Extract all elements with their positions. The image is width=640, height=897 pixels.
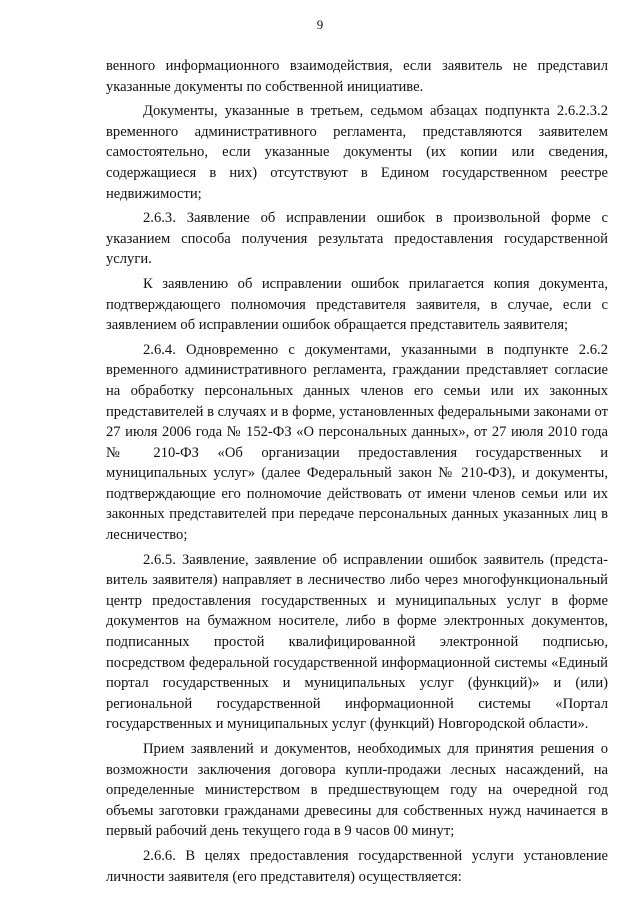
page-number: 9 [316, 17, 324, 32]
paragraph-2-6-4: 2.6.4. Одновременно с документами, указанными в подпункте 2.6.2 временного административного регламента, граждании представляет согласие на обработку персональных данных членов его семьи или их законных представителей в случаях и в форме, установленных федеральными законами от 27 июля 2006 года № 152-ФЗ «О персональных данных», от 27 июля 2010 года № 210-ФЗ «Об организации предоставления государственных и муниципальных услуг» (далее Федеральный закон № 210-ФЗ), и документы, подтверждающие его полномочие действовать от имени членов семьи или их законных представителей при передаче персональных данных указанных лиц в лесничество; [106, 341, 608, 544]
paragraph-2-6-3: 2.6.3. Заявление об исправлении ошибок в произвольной форме с указанием способа получения результата предоставления государственной услуги. [106, 210, 608, 268]
paragraph-reception-of-applications: Прием заявлений и документов, необходимых для принятия решения о возможности заключения договора купли-продажи лесных насаждений, на определенные министерством в предшествующем году на очередной год объемы заготовки гражданами древесины для собственных нужд начинается в первый рабочий день текущего года в 9 часов 00 минут; [106, 741, 608, 840]
paragraph-continuation: венного информационного взаимодействия, если заявитель не представил указанные документы по собственной инициативе. [106, 58, 608, 95]
paragraph-2-6-5: 2.6.5. Заявление, заявление об исправлении ошибок заявитель (представитель заявителя) направляет в лесничество либо через многофункциональный центр предоставления государственных и муниципальных услуг в форме документов на бумажном носителе, либо в форме электронных документов, подписанных простой квалифицированной электронной подписью, посредством федеральной государственной информационной системы «Единый портал государственных и муниципальных услуг (функций)» и (или) региональной государственной информационной системы «Портал государственных и муниципальных услуг (функций) Новгородской области». [106, 551, 608, 733]
paragraph-2-6-6: 2.6.6. В целях предоставления государственной услуги установление личности заявителя (его представителя) осуществляется: [106, 847, 608, 885]
paragraph-representative-copy: К заявлению об исправлении ошибок прилагается копия документа, подтверждающего полномочия представителя заявителя, в случае, если с заявлением об исправлении ошибок обращается представитель заявителя; [106, 275, 608, 334]
paragraph-documents-self-submission: Документы, указанные в третьем, седьмом абзацах подпункта 2.6.2.3.2 временного административного регламента, представляются заявителем самостоятельно, если указанные документы (их копии или сведения, содержащиеся в них) отсутствуют в Едином государственном реестре недвижимости; [106, 103, 608, 202]
document-body [106, 56, 608, 891]
